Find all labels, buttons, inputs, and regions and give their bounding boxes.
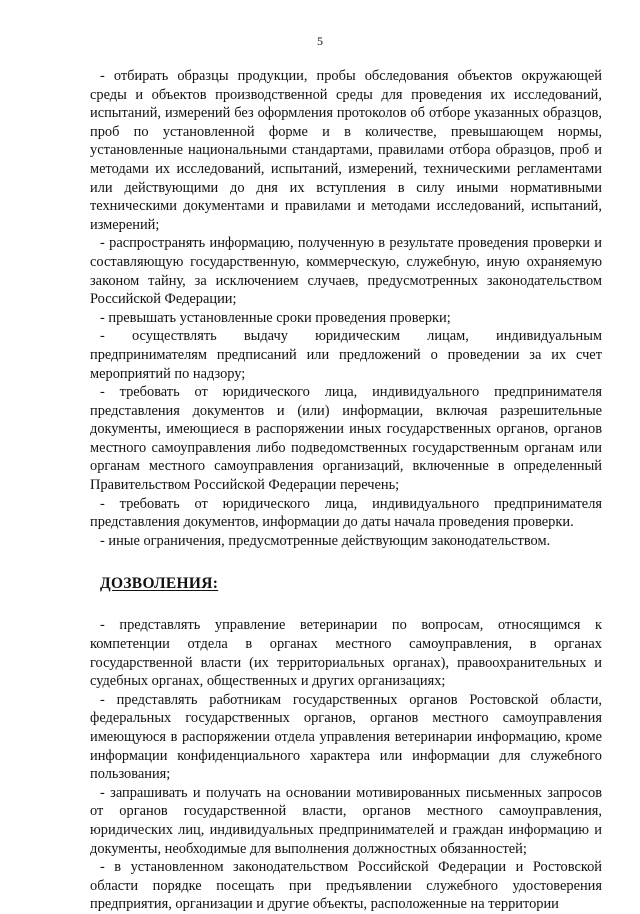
prohibition-item: - превышать установленные сроки проведения проверки;: [100, 309, 451, 326]
permissions-heading: ДОЗВОЛЕНИЯ:: [100, 575, 219, 593]
prohibition-item: - иные ограничения, предусмотренные действующим законодательством.: [100, 532, 551, 549]
document-body: [90, 67, 602, 914]
permission-item: - в установленном законодательством Российской Федерации и Ростовской области порядке посещать при предъявлении служебного удостоверения предприятия, организации и другие объекты, расположенные на территории: [90, 859, 602, 913]
prohibition-item: - осуществлять выдачу юридическим лицам, индивидуальным предпринимателям предписаний или предложений о проведении за их счет мероприятий по надзору;: [90, 328, 602, 382]
permission-item: - запрашивать и получать на основании мотивированных письменных запросов от органов государственной власти, органов местного самоуправления, юридических лиц, индивидуальных предпринимателей и граждан информацию и документы, необходимые для выполнения должностных обязанностей;: [90, 784, 602, 857]
prohibition-item: - требовать от юридического лица, индивидуального предпринимателя представления документов и (или) информации, включая разрешительные документы, имеющиеся в распоряжении иных государственных органов, органов местного самоуправления либо подведомственных государственным органам или органам местного самоуправления организаций, включенные в определенный Правительством Российской Федерации перечень;: [90, 384, 602, 494]
permission-item: - представлять управление ветеринарии по вопросам, относящимся к компетенции отдела в органах местного самоуправления, в органах государственной власти (их территориальных органах), правоохранительных и судебных органах, общественных и других организациях;: [90, 617, 602, 690]
permission-item: - представлять работникам государственных органов Ростовской области, федеральных государственных органов, органов местного самоуправления имеющуюся в распоряжении отдела управления ветеринарии информацию, кроме информации конфиденциального характера или информации для служебного пользования;: [90, 691, 602, 783]
page-number: 5: [317, 34, 323, 48]
prohibition-item: - распространять информацию, полученную в результате проведения проверки и составляющую государственную, коммерческую, служебную, иную охраняемую законом тайну, за исключением случаев, предусмотренных законодательством Российской Федерации;: [90, 235, 602, 308]
prohibition-item: - отбирать образцы продукции, пробы обследования объектов окружающей среды и объектов производственной среды для проведения их исследований, испытаний, измерений без оформления протоколов об отборе указанных образцов, проб по установленной форме и в количестве, превышающем нормы, установленные национальными стандартами, правилами отбора образцов, проб и методами их исследований, испытаний, измерений, техническими регламентами или действующими до дня их вступления в силу иными нормативными техническими документами и правилами и методами исследований, испытаний, измерений;: [90, 68, 602, 233]
prohibition-item: - требовать от юридического лица, индивидуального предпринимателя представления документов, информации до даты начала проведения проверки.: [90, 495, 602, 531]
